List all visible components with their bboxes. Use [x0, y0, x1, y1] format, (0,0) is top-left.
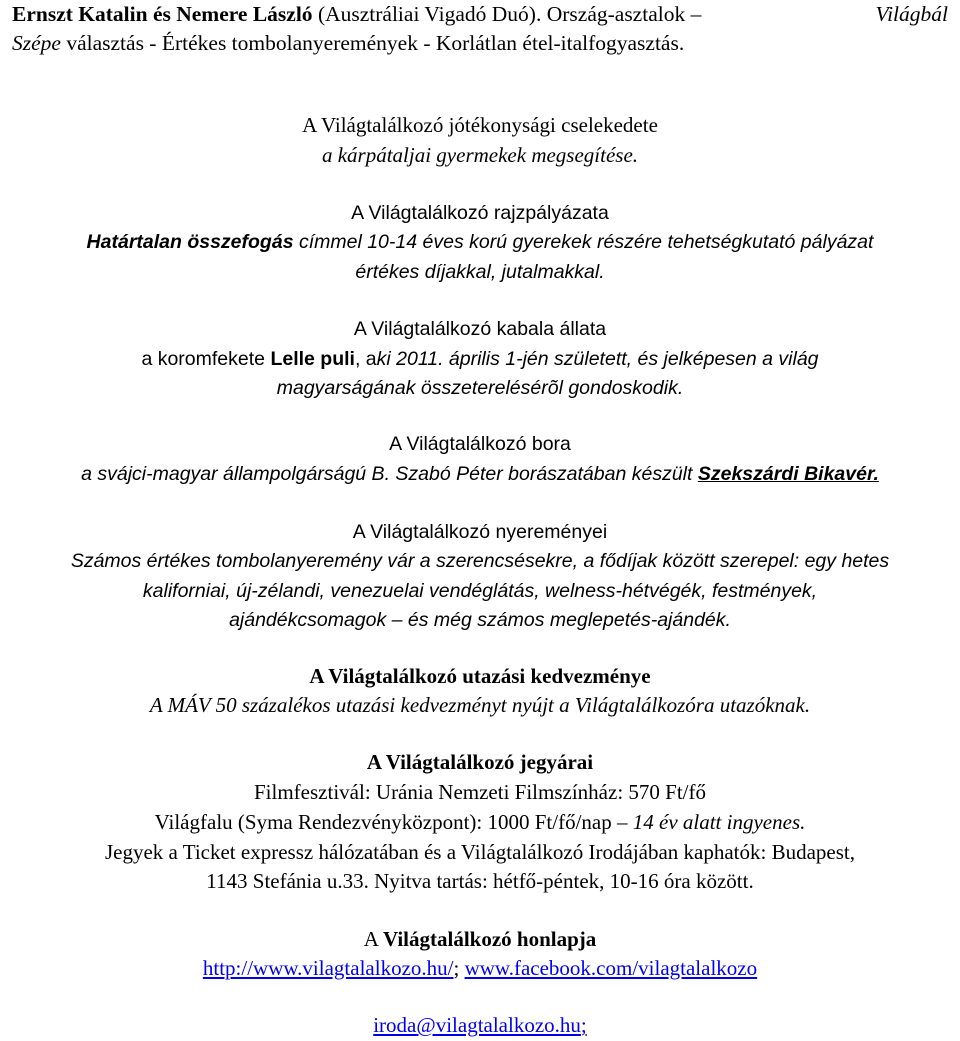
drawing-line-1	[0, 228, 960, 257]
tickets-village: Világfalu (Syma Rendezvényközpont): 1000 Ft/fő/nap –	[154, 810, 633, 834]
tickets-line-2	[0, 808, 960, 837]
charity-text: a kárpátaljai gyermekek megsegítése.	[321, 143, 639, 167]
mascot-line-1	[0, 345, 960, 374]
wine-heading: A Világtalálkozó bora	[389, 433, 571, 455]
mascot-desc: ki 2011. április 1-jén született, és jelképesen a világ	[376, 348, 819, 370]
website-links	[0, 954, 960, 983]
website-link-separator: ;	[453, 956, 465, 980]
drawing-title: Határtalan összefogás	[86, 231, 294, 253]
charity-heading: A Világtalálkozó jótékonysági cselekedete	[302, 113, 658, 137]
travel-heading: A Világtalálkozó utazási kedvezménye	[309, 664, 651, 688]
travel-text: A MÁV 50 százalékos utazási kedvezményt nyújt a Világtalálkozóra utazóknak.	[149, 693, 811, 717]
email-suffix: ;	[580, 1013, 587, 1037]
performer-duo: (Ausztráliai Vigadó Duó). Ország-asztalok –	[312, 2, 702, 26]
mascot-name: Lelle puli	[270, 348, 355, 370]
world-ball-title-b: Szépe	[12, 31, 61, 55]
tickets-free-note: 14 év alatt ingyenes.	[632, 810, 806, 834]
mascot-line-2: magyarságának összeterelésérõl gondoskodik.	[276, 377, 684, 399]
website-heading	[0, 925, 960, 954]
mascot-mid: , a	[354, 348, 377, 370]
prizes-heading: A Világtalálkozó nyereményei	[352, 521, 608, 543]
tickets-line-3: Jegyek a Ticket expressz hálózatában és a Világtalálkozó Irodájában kaphatók: Budapest,	[104, 840, 856, 864]
program-line-2	[12, 29, 960, 58]
mascot-pre: a koromfekete	[141, 348, 271, 370]
performer-names: Ernszt Katalin és Nemere László	[12, 2, 313, 26]
wine-name: Szekszárdi Bikavér.	[697, 463, 879, 485]
tickets-line-1: Filmfesztivál: Uránia Nemzeti Filmszínház: 570 Ft/fő	[254, 780, 706, 804]
facebook-link[interactable]: www.facebook.com/vilagtalalkozo	[464, 956, 758, 980]
program-details: választás - Értékes tombolanyeremények - Korlátlan étel-italfogyasztás.	[60, 31, 685, 55]
website-heading-a: A	[363, 927, 383, 951]
world-ball-title-a: Világbál	[875, 2, 948, 26]
drawing-desc: címmel 10-14 éves korú gyerekek részére tehetségkutató pályázat	[293, 231, 874, 253]
email-address[interactable]: iroda@vilagtalalkozo.hu	[373, 1013, 581, 1037]
website-heading-b: Világtalálkozó honlapja	[382, 927, 597, 951]
email-line	[0, 1011, 960, 1040]
mascot-heading: A Világtalálkozó kabala állata	[353, 318, 607, 340]
wine-desc: a svájci-magyar állampolgárságú B. Szabó Péter borászatában készült	[81, 463, 698, 485]
email-link[interactable]	[373, 1013, 587, 1037]
prizes-line-2: kaliforniai, új-zélandi, venezuelai vendéglátás, welness-hétvégék, festmények,	[142, 580, 818, 602]
website-link[interactable]: http://www.vilagtalalkozo.hu/	[202, 956, 454, 980]
tickets-line-4: 1143 Stefánia u.33. Nyitva tartás: hétfő-péntek, 10-16 óra között.	[206, 869, 754, 893]
prizes-line-1: Számos értékes tombolanyeremény vár a szerencsésekre, a fődíjak között szerepel: egy hetes	[70, 550, 890, 572]
prizes-line-3: ajándékcsomagok – és még számos meglepetés-ajándék.	[229, 609, 731, 631]
drawing-line-2: értékes díjakkal, jutalmakkal.	[355, 261, 605, 283]
tickets-heading: A Világtalálkozó jegyárai	[366, 750, 594, 774]
drawing-heading: A Világtalálkozó rajzpályázata	[351, 202, 609, 224]
program-line-1	[12, 0, 960, 29]
wine-text	[0, 460, 960, 489]
